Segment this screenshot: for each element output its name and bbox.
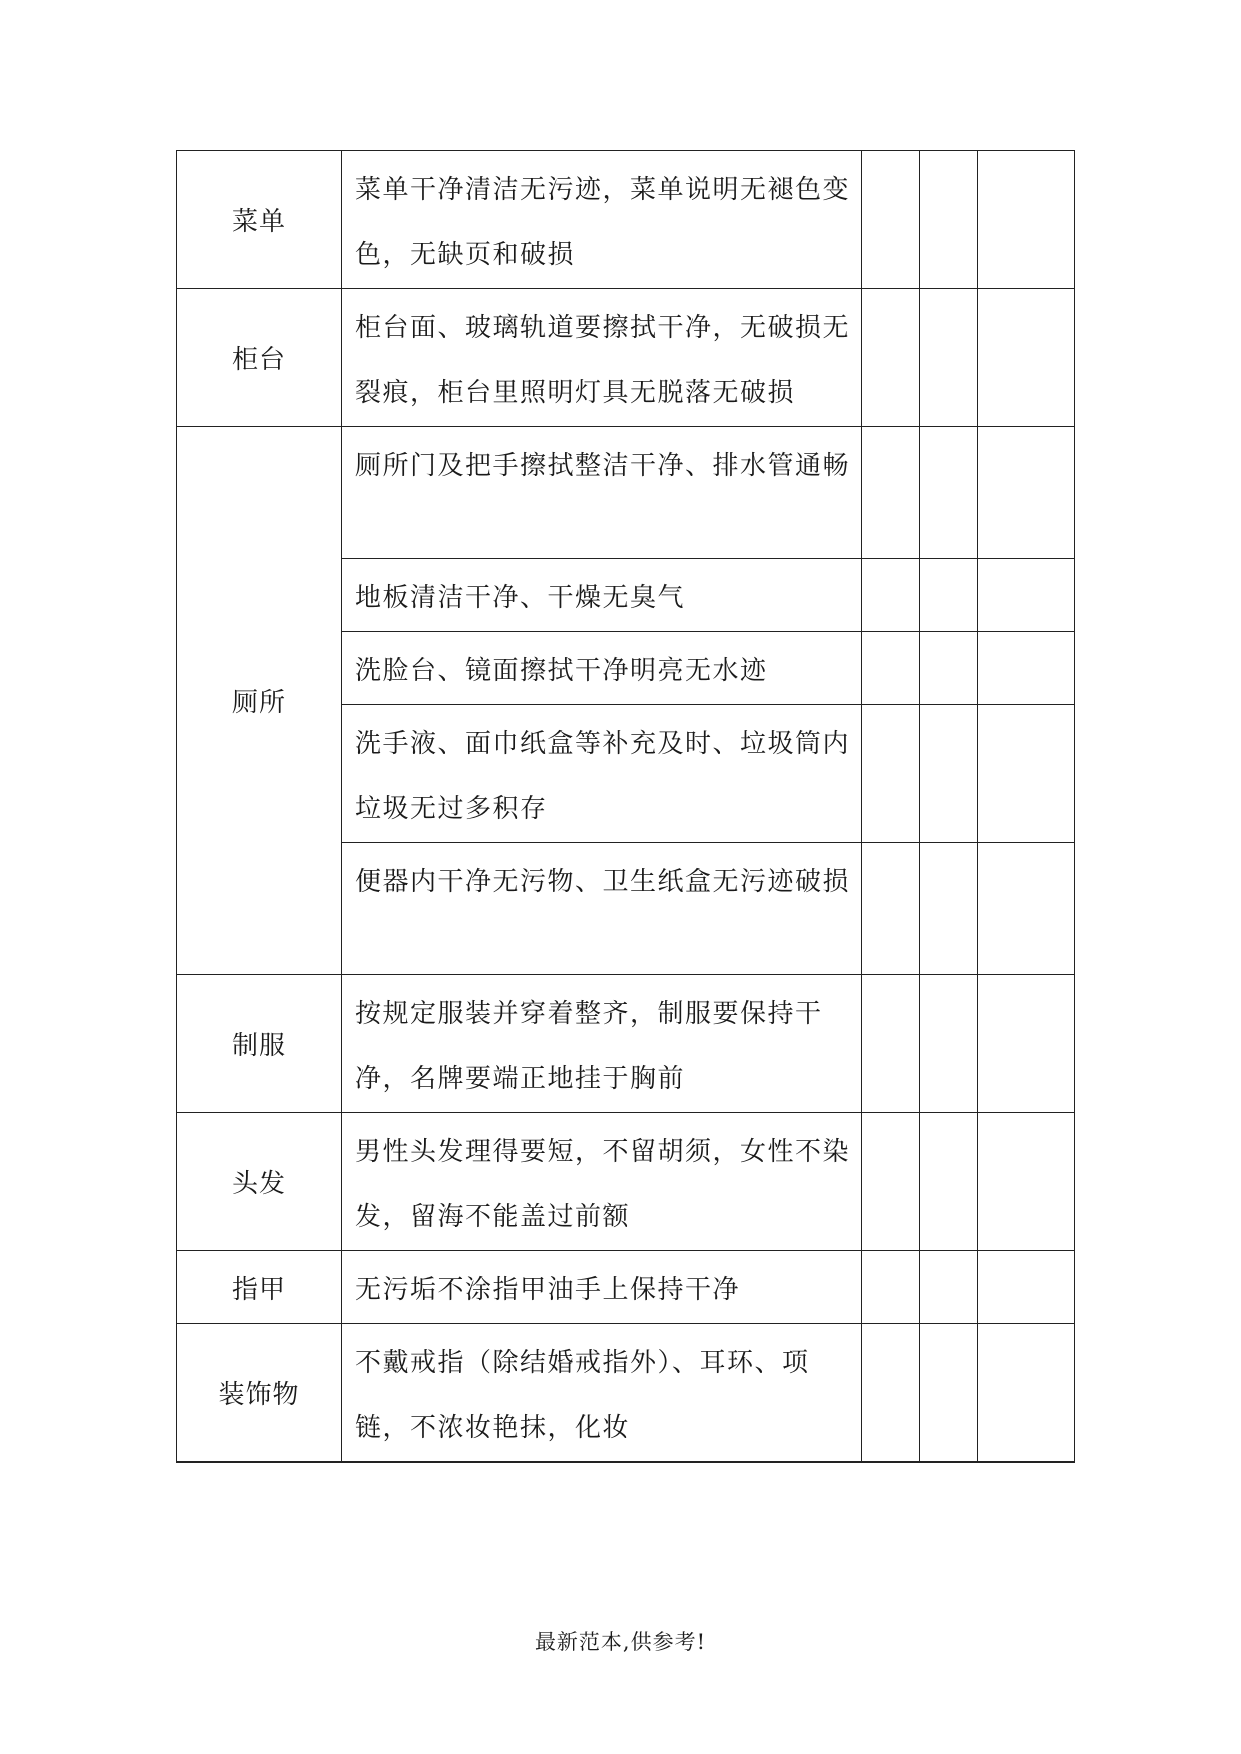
check-cell[interactable] xyxy=(862,975,920,1113)
category-cell: 菜单 xyxy=(177,151,342,289)
table-row xyxy=(177,1324,1075,1463)
check-cell[interactable] xyxy=(978,843,1075,975)
check-cell[interactable] xyxy=(862,1324,920,1463)
check-cell[interactable] xyxy=(978,151,1075,289)
check-cell[interactable] xyxy=(862,427,920,559)
check-cell[interactable] xyxy=(920,843,978,975)
check-cell[interactable] xyxy=(862,1251,920,1324)
check-cell[interactable] xyxy=(978,1113,1075,1251)
check-cell[interactable] xyxy=(920,1113,978,1251)
check-cell[interactable] xyxy=(978,1324,1075,1463)
table-row xyxy=(177,151,1075,289)
check-cell[interactable] xyxy=(920,632,978,705)
item-description: 洗脸台、镜面擦拭干净明亮无水迹 xyxy=(342,632,862,705)
check-cell[interactable] xyxy=(920,289,978,427)
category-cell: 制服 xyxy=(177,975,342,1113)
category-cell: 柜台 xyxy=(177,289,342,427)
table-row xyxy=(177,427,1075,559)
check-cell[interactable] xyxy=(978,289,1075,427)
category-cell: 指甲 xyxy=(177,1251,342,1324)
check-cell[interactable] xyxy=(978,427,1075,559)
item-description: 不戴戒指（除结婚戒指外）、耳环、项链，不浓妆艳抹，化妆 xyxy=(342,1324,862,1463)
check-cell[interactable] xyxy=(920,705,978,843)
category-cell: 厕所 xyxy=(177,427,342,975)
page-footer: 最新范本,供参考! xyxy=(534,1630,707,1654)
item-description: 男性头发理得要短，不留胡须，女性不染发，留海不能盖过前额 xyxy=(342,1113,862,1251)
check-cell[interactable] xyxy=(920,427,978,559)
check-cell[interactable] xyxy=(862,632,920,705)
check-cell[interactable] xyxy=(920,975,978,1113)
check-cell[interactable] xyxy=(920,559,978,632)
check-cell[interactable] xyxy=(978,559,1075,632)
check-cell[interactable] xyxy=(862,289,920,427)
table-row xyxy=(177,975,1075,1113)
item-description: 洗手液、面巾纸盒等补充及时、垃圾筒内垃圾无过多积存 xyxy=(342,705,862,843)
check-cell[interactable] xyxy=(920,1251,978,1324)
item-description: 按规定服装并穿着整齐，制服要保持干净，名牌要端正地挂于胸前 xyxy=(342,975,862,1113)
item-description: 柜台面、玻璃轨道要擦拭干净，无破损无裂痕，柜台里照明灯具无脱落无破损 xyxy=(342,289,862,427)
check-cell[interactable] xyxy=(862,843,920,975)
item-description: 无污垢不涂指甲油手上保持干净 xyxy=(342,1251,862,1324)
check-cell[interactable] xyxy=(920,1324,978,1463)
check-cell[interactable] xyxy=(862,705,920,843)
check-cell[interactable] xyxy=(978,705,1075,843)
check-cell[interactable] xyxy=(862,559,920,632)
check-cell[interactable] xyxy=(862,151,920,289)
category-cell: 头发 xyxy=(177,1113,342,1251)
item-description: 便器内干净无污物、卫生纸盒无污迹破损 xyxy=(342,843,862,975)
check-cell[interactable] xyxy=(862,1113,920,1251)
inspection-checklist-table xyxy=(176,150,1075,1463)
item-description: 厕所门及把手擦拭整洁干净、排水管通畅 xyxy=(342,427,862,559)
table-row xyxy=(177,1251,1075,1324)
table-row xyxy=(177,289,1075,427)
table-row xyxy=(177,1113,1075,1251)
check-cell[interactable] xyxy=(978,975,1075,1113)
check-cell[interactable] xyxy=(920,151,978,289)
check-cell[interactable] xyxy=(978,1251,1075,1324)
category-cell: 装饰物 xyxy=(177,1324,342,1463)
item-description: 菜单干净清洁无污迹，菜单说明无褪色变色，无缺页和破损 xyxy=(342,151,862,289)
item-description: 地板清洁干净、干燥无臭气 xyxy=(342,559,862,632)
check-cell[interactable] xyxy=(978,632,1075,705)
